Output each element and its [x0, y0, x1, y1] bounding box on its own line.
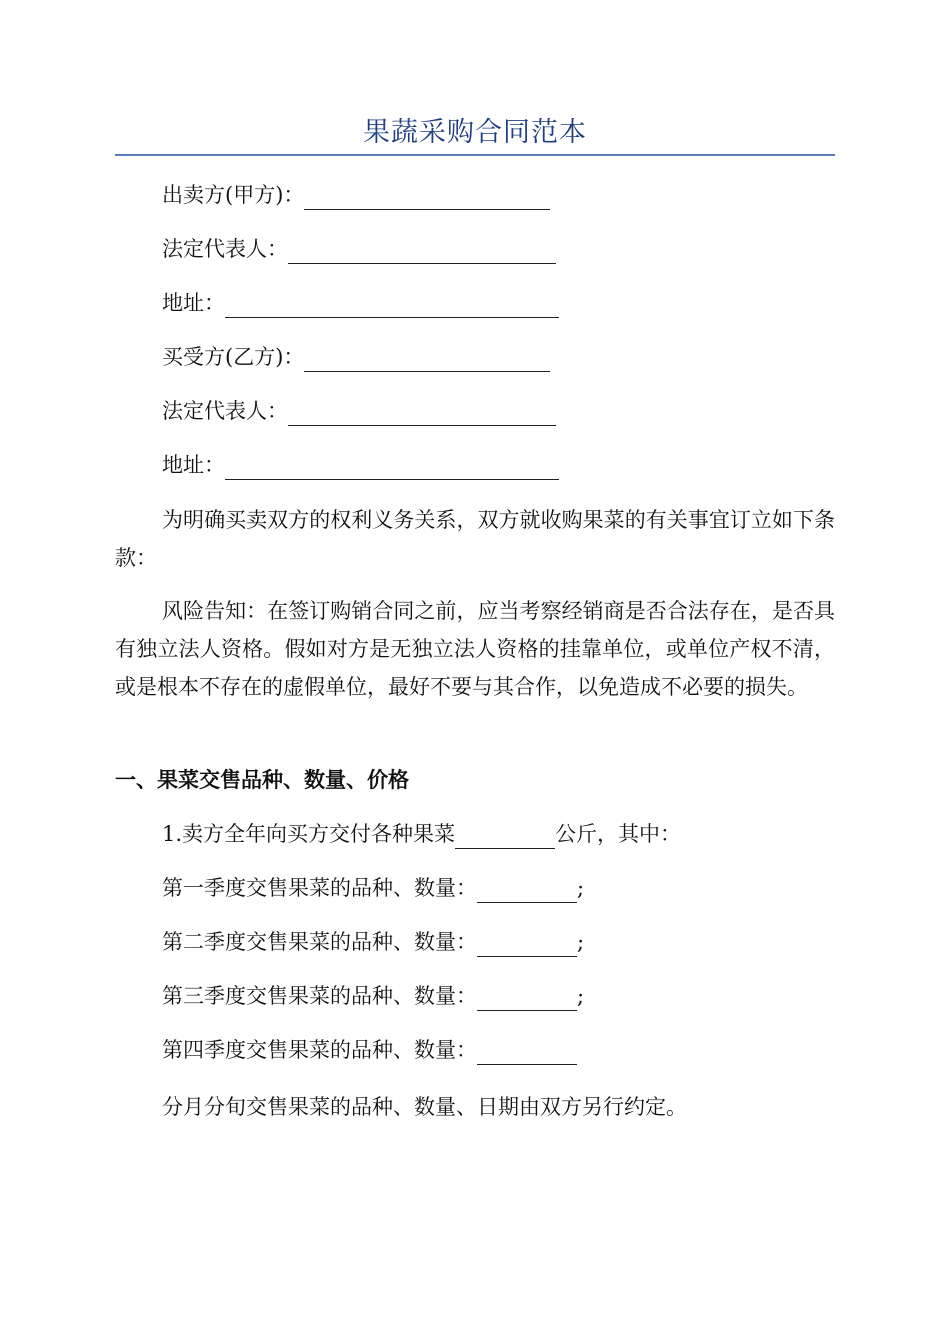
seller-address-label: 地址： — [162, 291, 225, 315]
quarter-4-line — [162, 1035, 577, 1065]
risk-notice-paragraph: 风险告知：在签订购销合同之前，应当考察经销商是否合法存在，是否具有独立法人资格。假如对方是无独立法人资格的挂靠单位，或单位产权不清，或是根本不存在的虚假单位，最好不要与其合作，以免造成不必要的损失。 — [115, 599, 835, 699]
buyer-label: 买受方(乙方)： — [162, 345, 305, 369]
buyer-representative-label: 法定代表人： — [162, 399, 288, 423]
seller-field — [162, 180, 550, 210]
buyer-representative-blank[interactable] — [288, 403, 556, 426]
quarter-3-line — [162, 981, 584, 1011]
quarter-3-end: ; — [577, 984, 585, 1008]
document-title: 果蔬采购合同范本 — [363, 117, 587, 148]
quarter-2-blank[interactable] — [477, 934, 577, 957]
item-1-line — [162, 819, 681, 849]
buyer-address-blank[interactable] — [225, 457, 559, 480]
buyer-blank[interactable] — [304, 349, 550, 372]
quarter-3-label: 第三季度交售果菜的品种、数量： — [162, 984, 477, 1008]
annual-quantity-blank[interactable] — [455, 826, 555, 849]
quarter-1-label: 第一季度交售果菜的品种、数量： — [162, 876, 477, 900]
quarter-4-label: 第四季度交售果菜的品种、数量： — [162, 1038, 477, 1062]
seller-representative-blank[interactable] — [288, 241, 556, 264]
seller-address-field — [162, 288, 559, 318]
quarter-1-line — [162, 873, 584, 903]
item-1-prefix: 1.卖方全年向买方交付各种果菜 — [162, 822, 456, 846]
buyer-representative-field — [162, 396, 556, 426]
quarter-2-line — [162, 927, 584, 957]
seller-blank[interactable] — [304, 187, 550, 210]
seller-representative-field — [162, 234, 556, 264]
buyer-address-label: 地址： — [162, 453, 225, 477]
quarter-1-end: ; — [577, 876, 585, 900]
section-1-heading: 一、果菜交售品种、数量、价格 — [115, 768, 409, 792]
quarter-1-blank[interactable] — [477, 880, 577, 903]
seller-representative-label: 法定代表人： — [162, 237, 288, 261]
buyer-field — [162, 342, 550, 372]
quarter-3-blank[interactable] — [477, 988, 577, 1011]
quarter-2-end: ; — [577, 930, 585, 954]
monthly-note-line — [162, 1092, 687, 1122]
seller-address-blank[interactable] — [225, 295, 559, 318]
intro-paragraph: 为明确买卖双方的权利义务关系，双方就收购果菜的有关事宜订立如下条款： — [115, 508, 835, 570]
title-underline — [115, 154, 835, 156]
seller-label: 出卖方(甲方)： — [162, 183, 305, 207]
item-1-suffix: 公斤，其中： — [555, 822, 682, 846]
buyer-address-field — [162, 450, 559, 480]
monthly-note: 分月分旬交售果菜的品种、数量、日期由双方另行约定。 — [162, 1095, 687, 1119]
quarter-2-label: 第二季度交售果菜的品种、数量： — [162, 930, 477, 954]
quarter-4-blank[interactable] — [477, 1042, 577, 1065]
